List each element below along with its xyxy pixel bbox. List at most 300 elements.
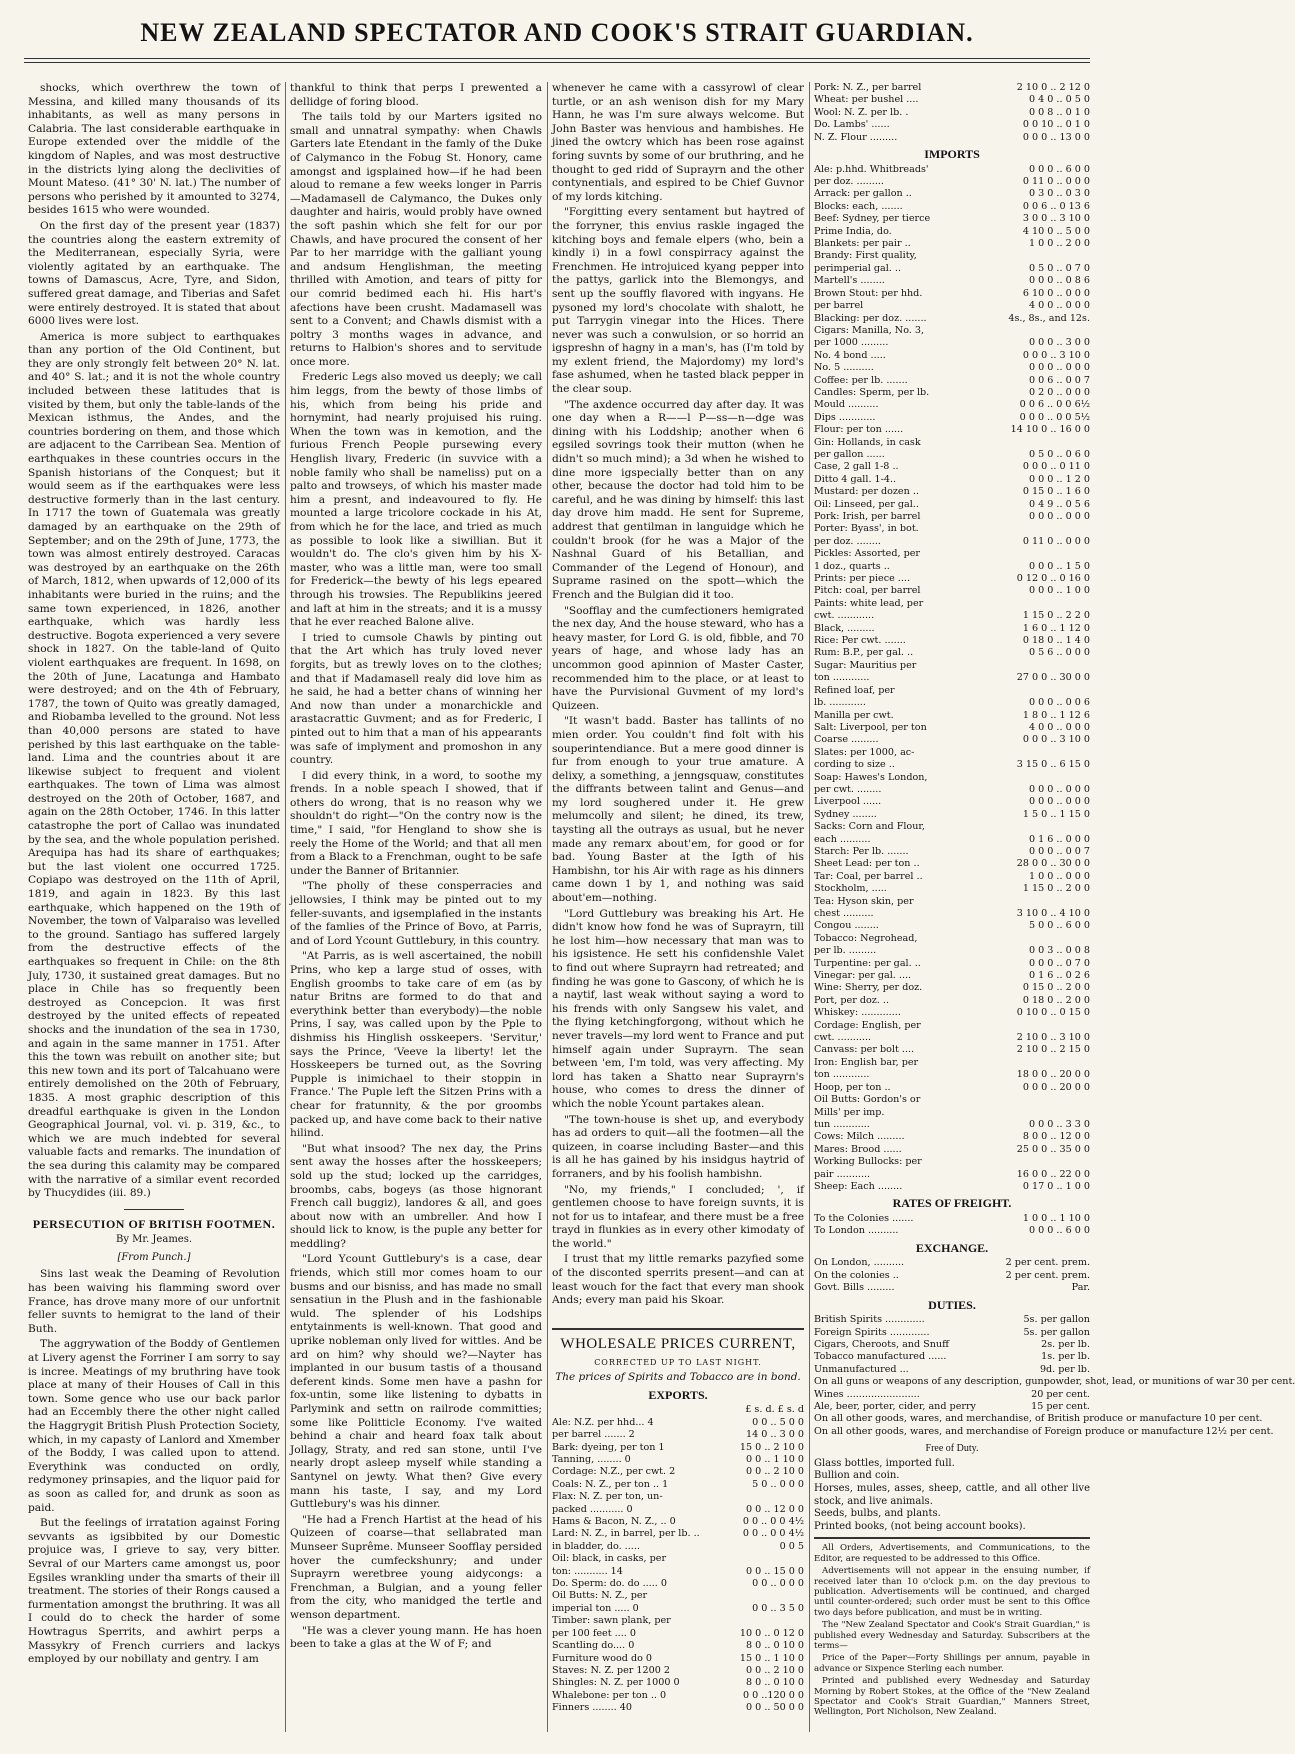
item-value: 0 0 .. 12 0 0 xyxy=(746,1503,804,1515)
price-row xyxy=(814,1044,1090,1056)
item-name: Sheep: Each ........ xyxy=(814,1180,903,1192)
free-of-duty-list xyxy=(814,1458,1090,1534)
item-value: 0 0 .. 0 0 4½ xyxy=(742,1516,804,1528)
item-value: 0 0 0 .. 1 2 0 xyxy=(1028,473,1090,485)
article-paragraph: "Lord Ycount Guttlebury's is a case, dear friends, which still mor comes hoam to our busms and our bisniss, and has made no small sensatiun in the Plush and in the fashionable wuld. The splender of his Lodships entytainments is well-known. That good and uprike nobleman only lived for wittles. And be ard on him? why should we?—Nayter has implanted in our busum tastis of a thousand deferent kinds. Some men have a pashn for fox-untin, some like listening to dybatts in Parlymink and settn on railrode committies; some like Politticle Economy. I've waited behind a chair and heard foax talk about Jollagy, Straty, and red san stone, until I've nearly dropt asleep myself while standing a Santynel on jewty. What then? Give every mann his taste, I say, and my Lord Guttlebury's was his dinner. xyxy=(290,1253,542,1511)
price-row xyxy=(552,1628,804,1640)
item-name: Tobacco: Negrohead, xyxy=(814,932,918,944)
prices-bond-note: The prices of Spirits and Tobacco are in bond. xyxy=(555,1371,801,1384)
price-row xyxy=(552,1702,804,1714)
item-value: 1 15 0 .. 2 2 0 xyxy=(1022,610,1090,622)
item-name: Pickles: Assorted, per xyxy=(814,548,920,560)
item-name: Cordage: N.Z., per cwt. 2 xyxy=(552,1466,676,1478)
column-3 xyxy=(552,82,804,1732)
price-row xyxy=(814,920,1090,932)
price-row xyxy=(814,313,1090,325)
item-name: Mares: Brood ...... xyxy=(814,1143,902,1155)
item-name: Whiskey: ............. xyxy=(814,1007,901,1019)
item-name: ton ............ xyxy=(814,1069,870,1081)
item-name: N. Z. Flour ......... xyxy=(814,131,898,143)
duty-row xyxy=(814,1401,1090,1413)
item-value: 2s. per lb. xyxy=(1041,1338,1090,1350)
item-name: Wines ........................ xyxy=(814,1388,920,1400)
item-value: 0 0 0 .. 0 0 0 xyxy=(1028,362,1090,374)
item-name: Ale, beer, porter, cider, and perry xyxy=(814,1401,976,1412)
item-value: 14 0 .. 3 0 0 xyxy=(746,1429,804,1441)
item-name: Wine: Sherry, per doz. xyxy=(814,982,923,994)
price-row xyxy=(814,933,1090,945)
item-value: 8 0 .. 0 10 0 xyxy=(746,1640,804,1652)
article-paragraph: "The pholly of these consperracies and jellowsies, I think may be pinted out to my feller-suvants, and igsemplafied in the instants of the famlies of the Prince of Bovo, at Parris, and of Lord Ycount Guttlebury, in this country. xyxy=(290,880,542,947)
price-row xyxy=(814,238,1090,250)
item-value: 25 0 0 .. 35 0 0 xyxy=(1016,1143,1090,1155)
item-value: 0 15 0 .. 1 6 0 xyxy=(1022,486,1090,498)
price-row xyxy=(552,1603,804,1615)
item-value: 15 0 .. 2 10 0 xyxy=(739,1441,804,1453)
article-paragraph: Sins last weak the Deaming of Revolution has been waiving his flamming sword over France, has drove many more of our unfortnit feller suvnts to hemigrat to the land of their Buth. xyxy=(28,1268,280,1335)
item-value: 8 0 .. 0 10 0 xyxy=(746,1677,804,1689)
price-row xyxy=(552,1528,804,1540)
section-rule xyxy=(552,1328,804,1330)
item-name: each .......... xyxy=(814,833,871,845)
item-value: 18 0 0 .. 20 0 0 xyxy=(1016,1069,1090,1081)
price-row xyxy=(814,548,1090,560)
duty-row xyxy=(814,1314,1090,1326)
article-paragraph: Frederic Legs also moved us deeply; we call him leggs, from the bewty of those limbs of his, which from being his pride and hornymint, had nearly projuised his ruing. When the town was in kemotion, and the furious French People pursewing every Henglish livary, Frederic (in suvvice with a noble family who shall be nameliss) put on a palto and trowseys, of which his master made him a presnt, and indeavoured to fly. He mounted a large tricolore cockade in his At, from which he for the lace, and tried as much as possible to look like a siwillian. But it wouldn't do. The clo's given him by his X-master, who was a little man, were too small for Frederick—the bewty of his legs epeared through his trowsies. The Republikins jeered and laft at him in the streats; and it is a mussy that he ever reached Balone alive. xyxy=(290,371,542,629)
item-value: 4 10 0 .. 5 0 0 xyxy=(1022,225,1090,237)
article-paragraph: "The town-house is shet up, and everybody has ad orders to quit—all the footmen—all the quizeen, in coarse including Baster—and this is all he has gained by his insidgus haytrid of forraners, and by his foolish hambishn. xyxy=(552,1113,804,1180)
item-name: Stockholm, ..... xyxy=(814,883,887,895)
item-name: Turpentine: per gal. .. xyxy=(814,957,921,969)
item-name: Rum: B.P., per gal. .. xyxy=(814,647,914,659)
byline: By Mr. Jeames. xyxy=(115,1234,193,1246)
item-name: perimperial gal. .. xyxy=(814,262,902,274)
article-paragraph: "Forgitting every sentament but haytred of the forryner, this envius raskle ingaged the kitching boys and female elpers (who, bein a kindly i) in a fowl conspirracy against the Frenchmen. He introjuiced kyang pepper into the pattys, garlick into the Blemongys, and sent up the souffly flavored with ingyans. He pysoned my lord's chocolate with shalott, he put Tarrygin vinegar into the Hices. There never was such a conwulsion, or so horrid an igspreshn of hagny in a man's, has (I'm told by my exlent friend, the Majordomy) my lord's fase ashumed, when he tasted black pepper in the clear soup. xyxy=(552,206,804,396)
price-row xyxy=(814,809,1090,821)
price-row xyxy=(814,1032,1090,1044)
duty-row xyxy=(814,1389,1090,1401)
article-paragraph: "At Parris, as is well ascertained, the nobill Prins, who kep a large stud of osses, with English groombs to take care of em (as by natur Britns are formed to do that and everythink better than everybody)—the noble Prins, I say, was called upon by the Pple to dishmiss his Hinglish osskeepers. 'Servitur,' says the Prince, 'Veeve la liberty! let the Hosskeepers be turned out, as the Sovring Pupple is inimichael to their stoppin in France.' The Puple left the Sitzen Prins with a chear for fratunnity, & the por groombs packed up, and have come back to their native hilind. xyxy=(290,950,542,1140)
article-paragraph: But the feelings of irratation against Foring sevvants as igsibbited by our Domestic projuice was, I grieve to say, very bitter. Sevral of our Marters came amongst us, poor Egsiles wrankling under tha smarts of their ill treatment. The stories of their Rongs caused a furmentation amongst the bruthring. It was all I could do to check the harder of some Howtragus Sperrits, and awhirt perps a Massykry of French curriers and lackys employed by our nobillaty and gentry. I am xyxy=(28,1517,280,1666)
item-value: 14 10 0 .. 16 0 0 xyxy=(1010,424,1090,436)
item-name: Mould .......... xyxy=(814,399,879,411)
price-row xyxy=(814,561,1090,573)
item-value: 0 0 0 .. 0 0 0 xyxy=(1028,783,1090,795)
price-row xyxy=(814,710,1090,722)
item-value: 0 0 .. 1 10 0 xyxy=(746,1454,804,1465)
article-paragraph: "No, my friends," I concluded; ', if gentlemen choose to have foreign suvnts, it is not for us to intafear, and there must be a free trayd in flunkies as in every other kimodaty of the world." xyxy=(552,1183,804,1250)
price-row xyxy=(814,107,1090,119)
item-name: Starch: Per lb. ....... xyxy=(814,845,909,857)
item-name: On all guns or weapons of any description, gunpowder, shot, lead, or munitions of war xyxy=(814,1376,1235,1388)
notice-paragraph: Advertisements will not appear in the ensuing number, if received later than 10 o'clock p.m. on the day previous to publication. Advertisements will be continued, and charged until counter-ordered; such order must be sent to this Office two days before publication, and must be in writing. xyxy=(814,1566,1090,1618)
price-row xyxy=(814,995,1090,1007)
item-name: On all other goods, wares, and merchandise of Foreign produce or manufacture xyxy=(814,1425,1204,1437)
price-row xyxy=(814,1131,1090,1143)
item-value: 0 11 0 .. 0 0 0 xyxy=(1022,535,1090,547)
free-of-duty-heading: Free of Duty. xyxy=(925,1443,979,1455)
item-value: 0 0 0 .. 3 0 0 xyxy=(1028,337,1090,349)
item-name: On London, .......... xyxy=(814,1257,905,1269)
item-name: Flour: per ton ...... xyxy=(814,424,904,436)
item-value: 0 10 0 .. 0 15 0 xyxy=(1016,1007,1090,1019)
item-value: 0 0 .. 2 10 0 xyxy=(746,1664,804,1676)
item-name: Whalebone: per ton .. 0 xyxy=(552,1689,667,1701)
notice-paragraph: All Orders, Advertisements, and Communications, to the Editor, are requested to be addressed to this Office. xyxy=(814,1543,1090,1564)
price-row xyxy=(814,647,1090,659)
duty-row xyxy=(814,1413,1263,1425)
item-name: Working Bullocks: per xyxy=(814,1156,922,1168)
item-name: Iron: English bar, per xyxy=(814,1056,919,1068)
item-name: Sydney ........ xyxy=(814,808,877,820)
price-row xyxy=(814,685,1090,697)
masthead-title: NEW ZEALAND SPECTATOR AND COOK'S STRAIT GUARDIAN. xyxy=(140,18,974,47)
price-row xyxy=(814,325,1090,337)
free-item: Bullion and coin. xyxy=(814,1470,900,1482)
item-value: 0 0 .. 2 10 0 xyxy=(746,1466,804,1478)
price-row xyxy=(814,164,1090,176)
item-value: 0 0 0 .. 1 0 0 xyxy=(1028,585,1090,597)
price-row xyxy=(552,1454,804,1466)
duties-heading: DUTIES. xyxy=(928,1297,976,1312)
price-row xyxy=(552,1442,804,1454)
notice-paragraph: Printed and published every Wednesday and Saturday Morning by Robert Stokes, at the Office of the "New Zealand Spectator and Cook's Strait Guardian," Manners Street, Wellington, Port Nicholson, New Zealand. xyxy=(814,1676,1090,1718)
item-name: Tea: Hyson skin, per xyxy=(814,895,914,907)
price-row xyxy=(814,697,1090,709)
item-name: Blacking: per doz. ....... xyxy=(814,312,927,324)
item-name: Tobacco manufactured ...... xyxy=(814,1351,947,1363)
item-name: imperial ton ..... 0 xyxy=(552,1602,639,1614)
item-name: Timber: sawn plank, per xyxy=(552,1615,671,1627)
item-name: Arrack: per gallon .. xyxy=(814,188,912,200)
column-1 xyxy=(28,82,280,1732)
price-row xyxy=(814,263,1090,275)
imports-table xyxy=(814,164,1090,1194)
price-row xyxy=(552,1677,804,1689)
free-item: Glass bottles, imported full. xyxy=(814,1457,955,1469)
exchange-table xyxy=(814,1257,1090,1294)
item-value: 6 10 0 .. 0 0 0 xyxy=(1022,287,1090,299)
price-row xyxy=(814,474,1090,486)
item-name: Pork: N. Z., per barrel xyxy=(814,82,922,93)
item-value: 0 0 .. 0 0 0 xyxy=(752,1578,804,1590)
item-name: in bladder, do. ..... xyxy=(552,1540,640,1552)
item-name: Finners ........ 40 xyxy=(552,1702,632,1714)
item-name: 1 doz., quarts .. xyxy=(814,560,890,572)
item-value: 2 10 0 .. 2 12 0 xyxy=(1016,82,1090,93)
item-value: 0 2 0 .. 0 0 0 xyxy=(1028,386,1090,398)
price-row xyxy=(552,1466,804,1478)
article-paragraph: "Soofflay and the cumfectioners hemigrated the nex day, And the house steward, who has a heavy master, for Lord G. is old, fibble, and 70 years of hage, and whose lady has an uncommon good apinnion of Master Caster, recommended him to the place, or at least to have the Purvisional Guvment of my lord's Quizeen. xyxy=(552,604,804,712)
item-name: To the Colonies ....... xyxy=(814,1212,914,1224)
item-value: 4s., 8s., and 12s. xyxy=(1008,312,1090,324)
price-row xyxy=(552,1553,804,1565)
item-value: 15 per cent. xyxy=(1031,1401,1090,1412)
item-value: 0 0 0 .. 3 10 0 xyxy=(1022,734,1090,746)
price-row xyxy=(814,399,1090,411)
price-row xyxy=(814,598,1090,610)
item-value: 20 per cent. xyxy=(1031,1388,1090,1400)
price-row xyxy=(814,610,1090,622)
item-value: 10 0 .. 0 12 0 xyxy=(739,1627,804,1639)
article-paragraph: I trust that my little remarks pazyfied some of the disconted sperrits present—and can at least wouch for the fact that every man shook Ands; every man paid his Skoar. xyxy=(552,1253,804,1307)
item-value: 1 8 0 .. 1 12 6 xyxy=(1022,709,1090,721)
price-row xyxy=(814,660,1090,672)
price-row xyxy=(814,250,1090,262)
duty-row xyxy=(814,1327,1090,1339)
item-name: Blankets: per pair .. xyxy=(814,238,911,250)
price-row xyxy=(814,747,1090,759)
freight-row xyxy=(814,1213,1090,1225)
price-row xyxy=(814,511,1090,523)
item-value: 0 0 0 .. 3 3 0 xyxy=(1028,1118,1090,1130)
item-value: 0 5 0 .. 0 6 0 xyxy=(1028,448,1090,460)
notice-rule xyxy=(814,1537,1090,1539)
item-name: Soap: Hawes's London, xyxy=(814,771,928,783)
item-value: 5s. per gallon xyxy=(1023,1314,1090,1326)
item-name: British Spirits ............. xyxy=(814,1314,925,1326)
item-value: 1 15 0 .. 2 0 0 xyxy=(1022,883,1090,895)
item-name: No. 5 .......... xyxy=(814,362,874,374)
item-name: Foreign Spirits ............. xyxy=(814,1326,930,1338)
price-row xyxy=(814,188,1090,200)
price-row xyxy=(814,523,1090,535)
item-name: Gin: Hollands, in cask xyxy=(814,436,921,448)
notice-paragraph: Price of the Paper—Forty Shillings per annum, payable in advance or Sixpence Sterling each number. xyxy=(814,1653,1090,1674)
item-name: Liverpool ...... xyxy=(814,796,882,808)
article-paragraph: shocks, which overthrew the town of Messina, and killed many thousands of its inhabitants, as well as many persons in Calabria. The last considerable earthquake in Europe extended over the middle of the kingdom of Naples, and was most destructive in the districts lying along the declivities of Mount Mateso. (41° 30' N. lat.) The number of persons who perished by it amounted to 3274, besides 1615 who were wounded. xyxy=(28,82,280,217)
freight-row xyxy=(814,1225,1090,1237)
price-row xyxy=(814,201,1090,213)
item-name: Mustard: per dozen .. xyxy=(814,486,919,498)
price-row xyxy=(814,536,1090,548)
item-name: Tar: Coal, per barrel .. xyxy=(814,870,923,882)
price-row xyxy=(552,1504,804,1516)
item-name: Ale: N.Z. per hhd... 4 xyxy=(552,1416,654,1428)
imports-heading: IMPORTS xyxy=(924,147,980,162)
item-name: per doz. ......... xyxy=(814,176,884,188)
item-value: 0 1 6 .. 0 2 6 xyxy=(1028,970,1090,982)
price-row xyxy=(814,585,1090,597)
item-value: 0 0 .. 5 0 0 xyxy=(752,1416,804,1428)
item-name: Oil Butts: Gordon's or xyxy=(814,1094,921,1106)
exchange-row xyxy=(814,1282,1090,1294)
item-name: To London .......... xyxy=(814,1225,899,1237)
price-row xyxy=(552,1653,804,1665)
price-row xyxy=(814,945,1090,957)
item-name: Ale: p.hhd. Whitbreads' xyxy=(814,163,929,175)
price-row xyxy=(814,1020,1090,1032)
article-continued xyxy=(552,82,804,1320)
item-name: Case, 2 gall 1-8 .. xyxy=(814,461,899,473)
units-row xyxy=(552,1404,804,1416)
price-row xyxy=(814,94,1090,106)
price-row xyxy=(814,213,1090,225)
item-value: 0 0 0 .. 0 0 0 xyxy=(1028,796,1090,808)
item-name: Flax: N. Z. per ton, un- xyxy=(552,1491,663,1503)
item-value: 0 0 6 .. 0 0 6½ xyxy=(1019,399,1090,411)
item-value: 0 4 0 .. 0 5 0 xyxy=(1028,94,1090,106)
price-row xyxy=(814,858,1090,870)
price-row xyxy=(814,821,1090,833)
item-name: Sugar: Mauritius per xyxy=(814,659,917,671)
item-name: Staves: N. Z. per 1200 2 xyxy=(552,1664,670,1676)
item-value: 5 0 0 .. 6 0 0 xyxy=(1028,920,1090,932)
item-name: Salt: Liverpool, per ton xyxy=(814,721,927,733)
item-value: 0 1 6 .. 0 0 0 xyxy=(1028,833,1090,845)
item-name: Hoop, per ton .. xyxy=(814,1081,891,1093)
item-name: lb. ............ xyxy=(814,697,866,709)
item-value: 0 0 .. 50 0 0 xyxy=(746,1702,804,1714)
item-value: 0 0 0 .. 3 10 0 xyxy=(1022,349,1090,361)
exports-continued-table xyxy=(814,82,1090,144)
duty-row xyxy=(814,1376,1295,1388)
price-row xyxy=(814,784,1090,796)
item-name: Pork: Irish, per barrel xyxy=(814,511,921,522)
item-name: Paints: white lead, per xyxy=(814,597,924,609)
price-row xyxy=(814,387,1090,399)
item-name: Port, per doz. .. xyxy=(814,994,890,1006)
units-label: £ s. d. £ s. d xyxy=(745,1404,804,1416)
price-row xyxy=(552,1590,804,1602)
item-name: Shingles: N. Z. per 1000 0 xyxy=(552,1677,680,1689)
price-row xyxy=(814,350,1090,362)
column-2 xyxy=(290,82,542,1732)
item-name: Candles: Sperm, per lb. xyxy=(814,386,930,398)
item-name: pair ........... xyxy=(814,1168,871,1180)
item-name: Wool: N. Z. per lb. . xyxy=(814,106,909,118)
article-paragraph: "The axdence occurred day after day. It was one day when a R——l P—ss—n—dge was dining with his Loddship; another when 6 egsiled sovrings took their mutton (when he didn't so much mind); a 3d when he wished to dine more igspecially better than on any other, because the doctor had told him to be careful, and he was dining by himself: this last day drove him madd. He sent for Supreme, addrest that gentilman in languidge which he couldn't brook (for he was a Major of the Nashnal Guard of his Betallian, and Commander of the Legend of Honour), and Suprame rasined on the spott—which the French and the Bulgian did it too. xyxy=(552,398,804,601)
item-name: cwt. ............ xyxy=(814,610,875,622)
article-paragraph: I tried to cumsole Chawls by pinting out that the Art which has truly loved never forgits, but as trewly loves on to the clothes; and that if Madamasell realy did love him as he said, he had a better chans of winning her And now than under a monarchickle and arastacrattic Guvment; and as for Frederic, I pinted out to him that a man of his appearants was safe of implyment and promoshon in any country. xyxy=(290,631,542,767)
masthead-rule-2 xyxy=(24,62,1090,63)
item-name: ton ............ xyxy=(814,672,870,684)
item-name: Cigars: Manilla, No. 3, xyxy=(814,324,925,336)
item-value: 1 6 0 .. 1 12 0 xyxy=(1022,622,1090,634)
item-name: Brown Stout: per hhd. xyxy=(814,287,923,299)
item-value: 0 0 3 .. 0 0 8 xyxy=(1028,945,1090,957)
item-name: per 1000 ......... xyxy=(814,337,889,349)
item-name: chest .......... xyxy=(814,908,874,919)
item-value: 0 0 0 .. 0 0 7 xyxy=(1028,845,1090,857)
item-name: Coarse ......... xyxy=(814,734,879,746)
price-row xyxy=(814,132,1090,144)
item-name: Oil: Linseed, per gal.. xyxy=(814,498,919,510)
item-value: 0 4 9 .. 0 5 6 xyxy=(1028,498,1090,510)
item-value: 16 0 0 .. 22 0 0 xyxy=(1016,1168,1090,1180)
duty-row xyxy=(814,1351,1090,1363)
price-row xyxy=(814,1156,1090,1168)
exports-table xyxy=(552,1417,804,1715)
item-name: Prints: per piece .... xyxy=(814,573,910,585)
price-row xyxy=(552,1566,804,1578)
price-row xyxy=(552,1615,804,1627)
duty-row xyxy=(814,1339,1090,1351)
price-row xyxy=(814,1069,1090,1081)
article-paragraph: The tails told by our Marters igsited no small and unnatral sympathy: when Chawls Garters late Etendant in the famly of the Duke of Calymanco in the Fobug St. Honory, came amongst and igsplained how—if he had been aloud to remane a few weeks longer in Parris—Madamasell de Calymanco, the Dukes only daughter and hairis, would probly have owned the soft pashin which she felt for our por Chawls, and have procured the consent of her Par to her marridge with the galliant young and andsum Henglishman, the meeting thrilled with Amotion, and tears of pitty for our comrid bedimed each hi. His hart's afections have been crusht. Madamasell was sent to a Convent; and Chawls dismist with a poltry 3 months wages in advance, and returns to Halbion's shores and to servitude once more. xyxy=(290,111,542,368)
item-value: 30 per cent. xyxy=(1236,1376,1295,1388)
item-name: Martell's ........ xyxy=(814,275,885,287)
price-row xyxy=(814,300,1090,312)
item-name: Porter: Byass', in bot. xyxy=(814,523,919,535)
item-value: 0 15 0 .. 2 0 0 xyxy=(1022,982,1090,994)
item-name: Vinegar: per gal. .... xyxy=(814,970,912,982)
item-name: Oil Butts: N. Z., per xyxy=(552,1590,648,1602)
item-value: 3 0 0 .. 3 10 0 xyxy=(1022,213,1090,225)
item-name: Tanning, ........ 0 xyxy=(552,1454,631,1465)
item-name: Mills' per imp. xyxy=(814,1106,885,1118)
price-row xyxy=(552,1417,804,1429)
item-name: Cigars, Cheroots, and Snuff xyxy=(814,1338,949,1350)
item-name: Wheat: per bushel .... xyxy=(814,94,919,106)
item-value: 0 0 0 .. 0 11 0 xyxy=(1022,461,1090,473)
publication-notice xyxy=(814,1543,1090,1718)
item-value: 0 0 0 .. 20 0 0 xyxy=(1022,1081,1090,1093)
price-row xyxy=(552,1541,804,1553)
price-row xyxy=(814,1119,1090,1131)
price-row xyxy=(552,1429,804,1441)
item-value: 12½ per cent. xyxy=(1205,1425,1274,1437)
price-row xyxy=(552,1578,804,1590)
article-paragraph: thankful to think that perps I prewented a dellidge of foring blood. xyxy=(290,82,542,108)
price-row xyxy=(814,461,1090,473)
item-name: Coffee: per lb. ....... xyxy=(814,374,908,386)
item-value: 0 0 0 .. 13 0 0 xyxy=(1022,131,1090,143)
item-name: Sheet Lead: per ton .. xyxy=(814,858,920,870)
item-value: 0 0 0 .. 1 5 0 xyxy=(1028,560,1090,572)
item-name: Refined loaf, per xyxy=(814,684,895,696)
item-name: Hams & Bacon, N. Z., .. 0 xyxy=(552,1516,676,1528)
price-row xyxy=(814,275,1090,287)
item-value: 3 15 0 .. 6 15 0 xyxy=(1016,759,1090,771)
price-row xyxy=(814,437,1090,449)
item-value: 0 0 0 .. 0 0 5½ xyxy=(1019,411,1090,423)
item-value: Par. xyxy=(1071,1282,1090,1294)
price-row xyxy=(552,1516,804,1528)
item-value: 0 0 0 .. 0 7 0 xyxy=(1028,957,1090,969)
price-row xyxy=(814,958,1090,970)
price-row xyxy=(552,1479,804,1491)
item-value: 0 0 10 .. 0 1 0 xyxy=(1022,119,1090,131)
item-value: 9d. per lb. xyxy=(1039,1363,1090,1375)
item-value: 1 0 0 .. 1 10 0 xyxy=(1022,1212,1090,1224)
item-name: Do. Sperm: do. do ..... 0 xyxy=(552,1578,667,1590)
duty-row xyxy=(814,1425,1274,1438)
item-value: 4 0 0 .. 0 0 0 xyxy=(1028,300,1090,312)
price-row xyxy=(814,722,1090,734)
item-value: 0 5 6 .. 0 0 0 xyxy=(1028,647,1090,659)
price-row xyxy=(814,834,1090,846)
prices-corrected-note: CORRECTED UP TO LAST NIGHT. xyxy=(594,1357,762,1367)
item-value: 0 0 6 .. 0 0 7 xyxy=(1028,374,1090,386)
item-value: 2 per cent. prem. xyxy=(1005,1269,1090,1281)
price-row xyxy=(814,1082,1090,1094)
price-row xyxy=(814,896,1090,908)
price-row xyxy=(814,1107,1090,1119)
column-divider xyxy=(547,82,548,1732)
item-value: 0 18 0 .. 2 0 0 xyxy=(1022,994,1090,1006)
item-value: 1 0 0 .. 2 0 0 xyxy=(1028,238,1090,250)
item-value: 0 0 0 .. 0 0 0 xyxy=(1028,511,1090,522)
item-value: 1 5 0 .. 1 15 0 xyxy=(1022,808,1090,820)
price-row xyxy=(814,82,1090,94)
price-row xyxy=(814,499,1090,511)
item-value: 0 5 0 .. 0 7 0 xyxy=(1028,262,1090,274)
item-value: 0 11 0 .. 0 0 0 xyxy=(1022,176,1090,188)
item-value: 0 0 8 .. 0 1 0 xyxy=(1028,106,1090,118)
item-name: cwt. ........... xyxy=(814,1032,872,1044)
item-name: Lard: N. Z., in barrel, per lb. .. xyxy=(552,1528,700,1540)
